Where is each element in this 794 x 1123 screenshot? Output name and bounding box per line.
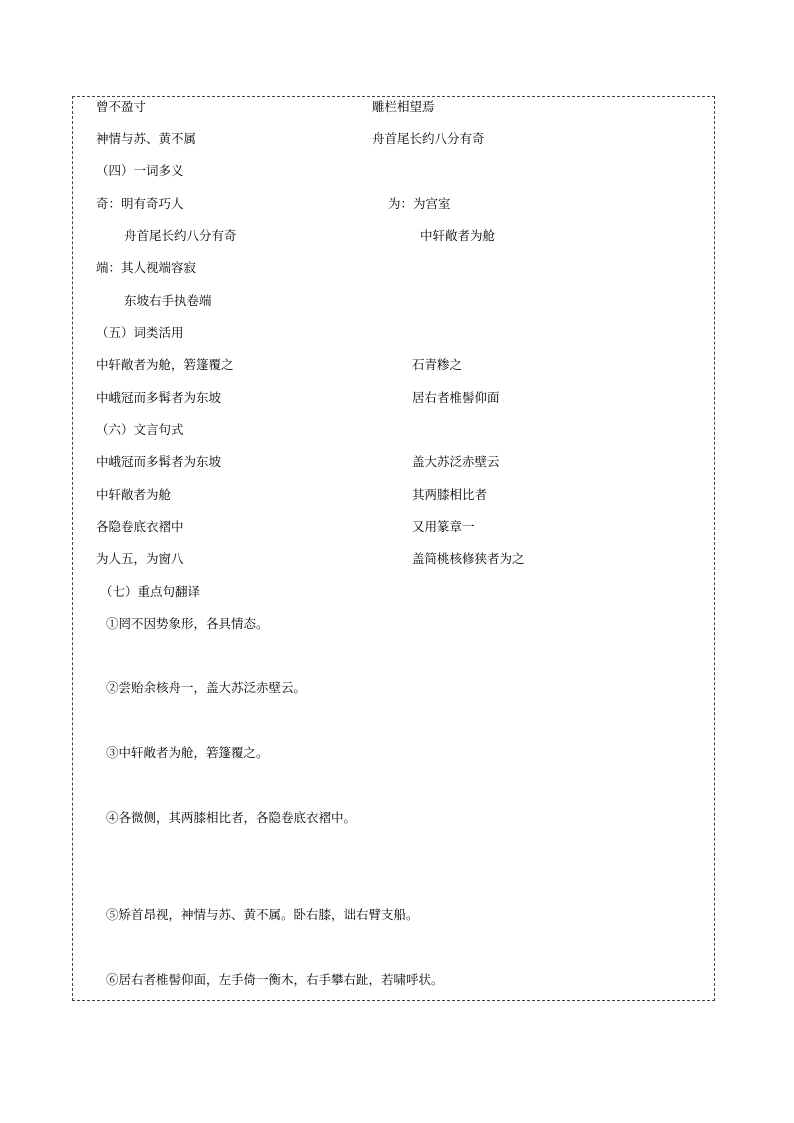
- text-line: 中峨冠而多髯者为东坡: [96, 390, 222, 405]
- section-heading: （五）词类活用: [96, 325, 184, 340]
- translation-item: ⑤矫首昂视，神情与苏、黄不属。卧右膝，诎右臂支船。: [106, 907, 419, 922]
- text-line: 居右者椎髻仰面: [412, 390, 500, 405]
- text-line: 奇：明有奇巧人: [96, 196, 184, 211]
- text-line: 中轩敞者为舱，箬篷覆之: [96, 357, 234, 372]
- text-line: 中轩敞者为舱: [420, 228, 496, 243]
- section-heading: （六）文言句式: [96, 422, 184, 437]
- text-line: 神情与苏、黄不属: [96, 131, 197, 146]
- translation-item: ④各微侧，其两膝相比者，各隐卷底衣褶中。: [106, 810, 357, 825]
- text-line: 舟首尾长约八分有奇: [372, 131, 485, 146]
- text-line: 盖简桃核修狭者为之: [412, 551, 525, 566]
- text-line: 中轩敞者为舱: [96, 487, 172, 502]
- section-heading: （七）重点句翻译: [100, 584, 201, 599]
- text-line: 东坡右手执卷端: [124, 293, 212, 308]
- translation-item: ②尝贻余核舟一，盖大苏泛赤壁云。: [106, 680, 307, 695]
- text-line: 石青糁之: [412, 357, 463, 372]
- translation-item: ③中轩敞者为舱，箬篷覆之。: [106, 745, 269, 760]
- text-line: 盖大苏泛赤壁云: [412, 454, 500, 469]
- text-line: 舟首尾长约八分有奇: [124, 228, 237, 243]
- text-line: 为人五，为窗八: [96, 551, 184, 566]
- translation-item: ⑥居右者椎髻仰面，左手倚一衡木，右手攀右趾，若啸呼状。: [106, 972, 444, 987]
- text-line: 曾不盈寸: [96, 99, 147, 114]
- text-line: 又用篆章一: [412, 519, 475, 534]
- text-line: 端：其人视端容寂: [96, 260, 197, 275]
- text-line: 各隐卷底衣褶中: [96, 519, 184, 534]
- translation-item: ①罔不因势象形，各具情态。: [106, 616, 269, 631]
- text-line: 为：为宫室: [388, 196, 451, 211]
- text-line: 中峨冠而多髯者为东坡: [96, 454, 222, 469]
- text-line: 雕栏相望焉: [372, 99, 435, 114]
- section-heading: （四）一词多义: [96, 163, 184, 178]
- text-line: 其两膝相比者: [412, 487, 488, 502]
